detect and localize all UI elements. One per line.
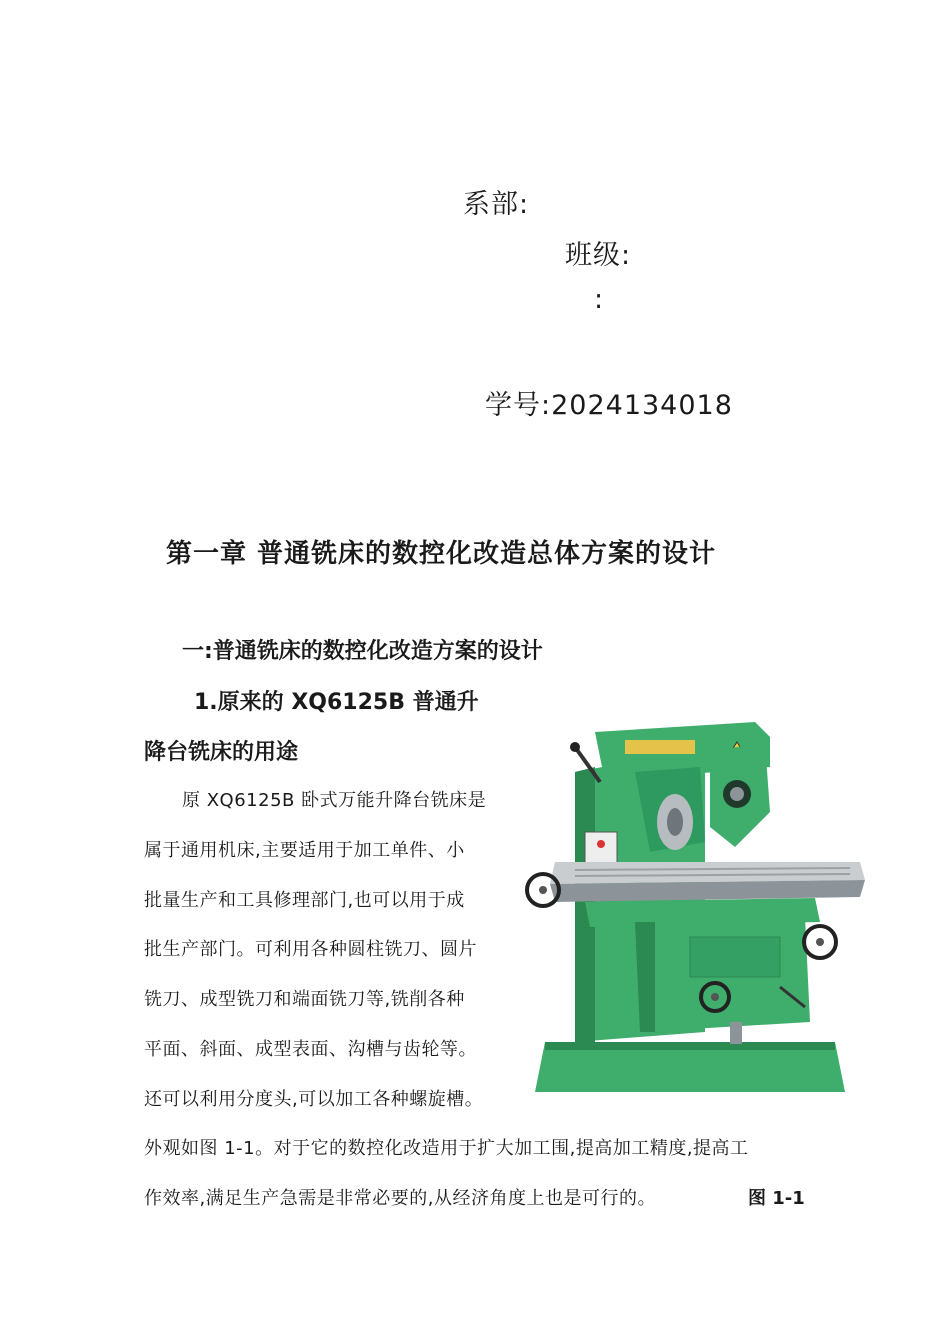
body-line: 外观如图 1-1。对于它的数控化改造用于扩大加工围,提高加工精度,提高工 <box>144 1138 749 1159</box>
name-label: : <box>594 284 605 315</box>
body-line: 批量生产和工具修理部门,也可以用于成 <box>144 890 465 911</box>
body-line: 铣刀、成型铣刀和端面铣刀等,铣削各种 <box>144 989 465 1010</box>
student-id-label: 学号: <box>485 390 552 421</box>
section-title: 一:普通铣床的数控化改造方案的设计 <box>182 639 543 664</box>
body-line: 平面、斜面、成型表面、沟槽与齿轮等。 <box>144 1039 477 1060</box>
crank-handwheel-hub <box>711 993 719 1001</box>
subsection-title-line1: 1.原来的 XQ6125B 普通升 <box>194 690 479 715</box>
body-line: 还可以利用分度头,可以加工各种螺旋槽。 <box>144 1089 484 1110</box>
subsection-title-line2: 降台铣床的用途 <box>144 740 299 765</box>
body-line: 作效率,满足生产急需是非常必要的,从经济角度上也是可行的。 <box>144 1188 656 1209</box>
stop-button-icon <box>597 840 605 848</box>
table-handwheel-hub <box>539 886 547 894</box>
class-label: 班级: <box>565 240 632 271</box>
elevating-screw <box>730 1022 742 1044</box>
chapter-title: 第一章 普通铣床的数控化改造总体方案的设计 <box>166 539 717 569</box>
body-line: 原 XQ6125B 卧式万能升降台铣床是 <box>182 790 487 811</box>
figure-caption: 图 1-1 <box>748 1188 805 1209</box>
body-line: 属于通用机床,主要适用于加工单件、小 <box>144 840 465 861</box>
knee-handwheel-hub <box>816 938 824 946</box>
cutter-hub <box>667 808 683 836</box>
milling-machine-image <box>515 712 865 1102</box>
machine-label-plate <box>625 740 695 754</box>
body-line: 批生产部门。可利用各种圆柱铣刀、圆片 <box>144 939 477 960</box>
machine-base-edge <box>545 1042 835 1050</box>
lever-knob <box>570 742 580 752</box>
student-id-row <box>485 383 733 422</box>
arbor-bearing-inner <box>730 787 744 801</box>
department-label: 系部: <box>463 189 530 220</box>
student-id-value: 2024134018 <box>551 390 733 421</box>
feed-gearbox <box>690 937 780 977</box>
